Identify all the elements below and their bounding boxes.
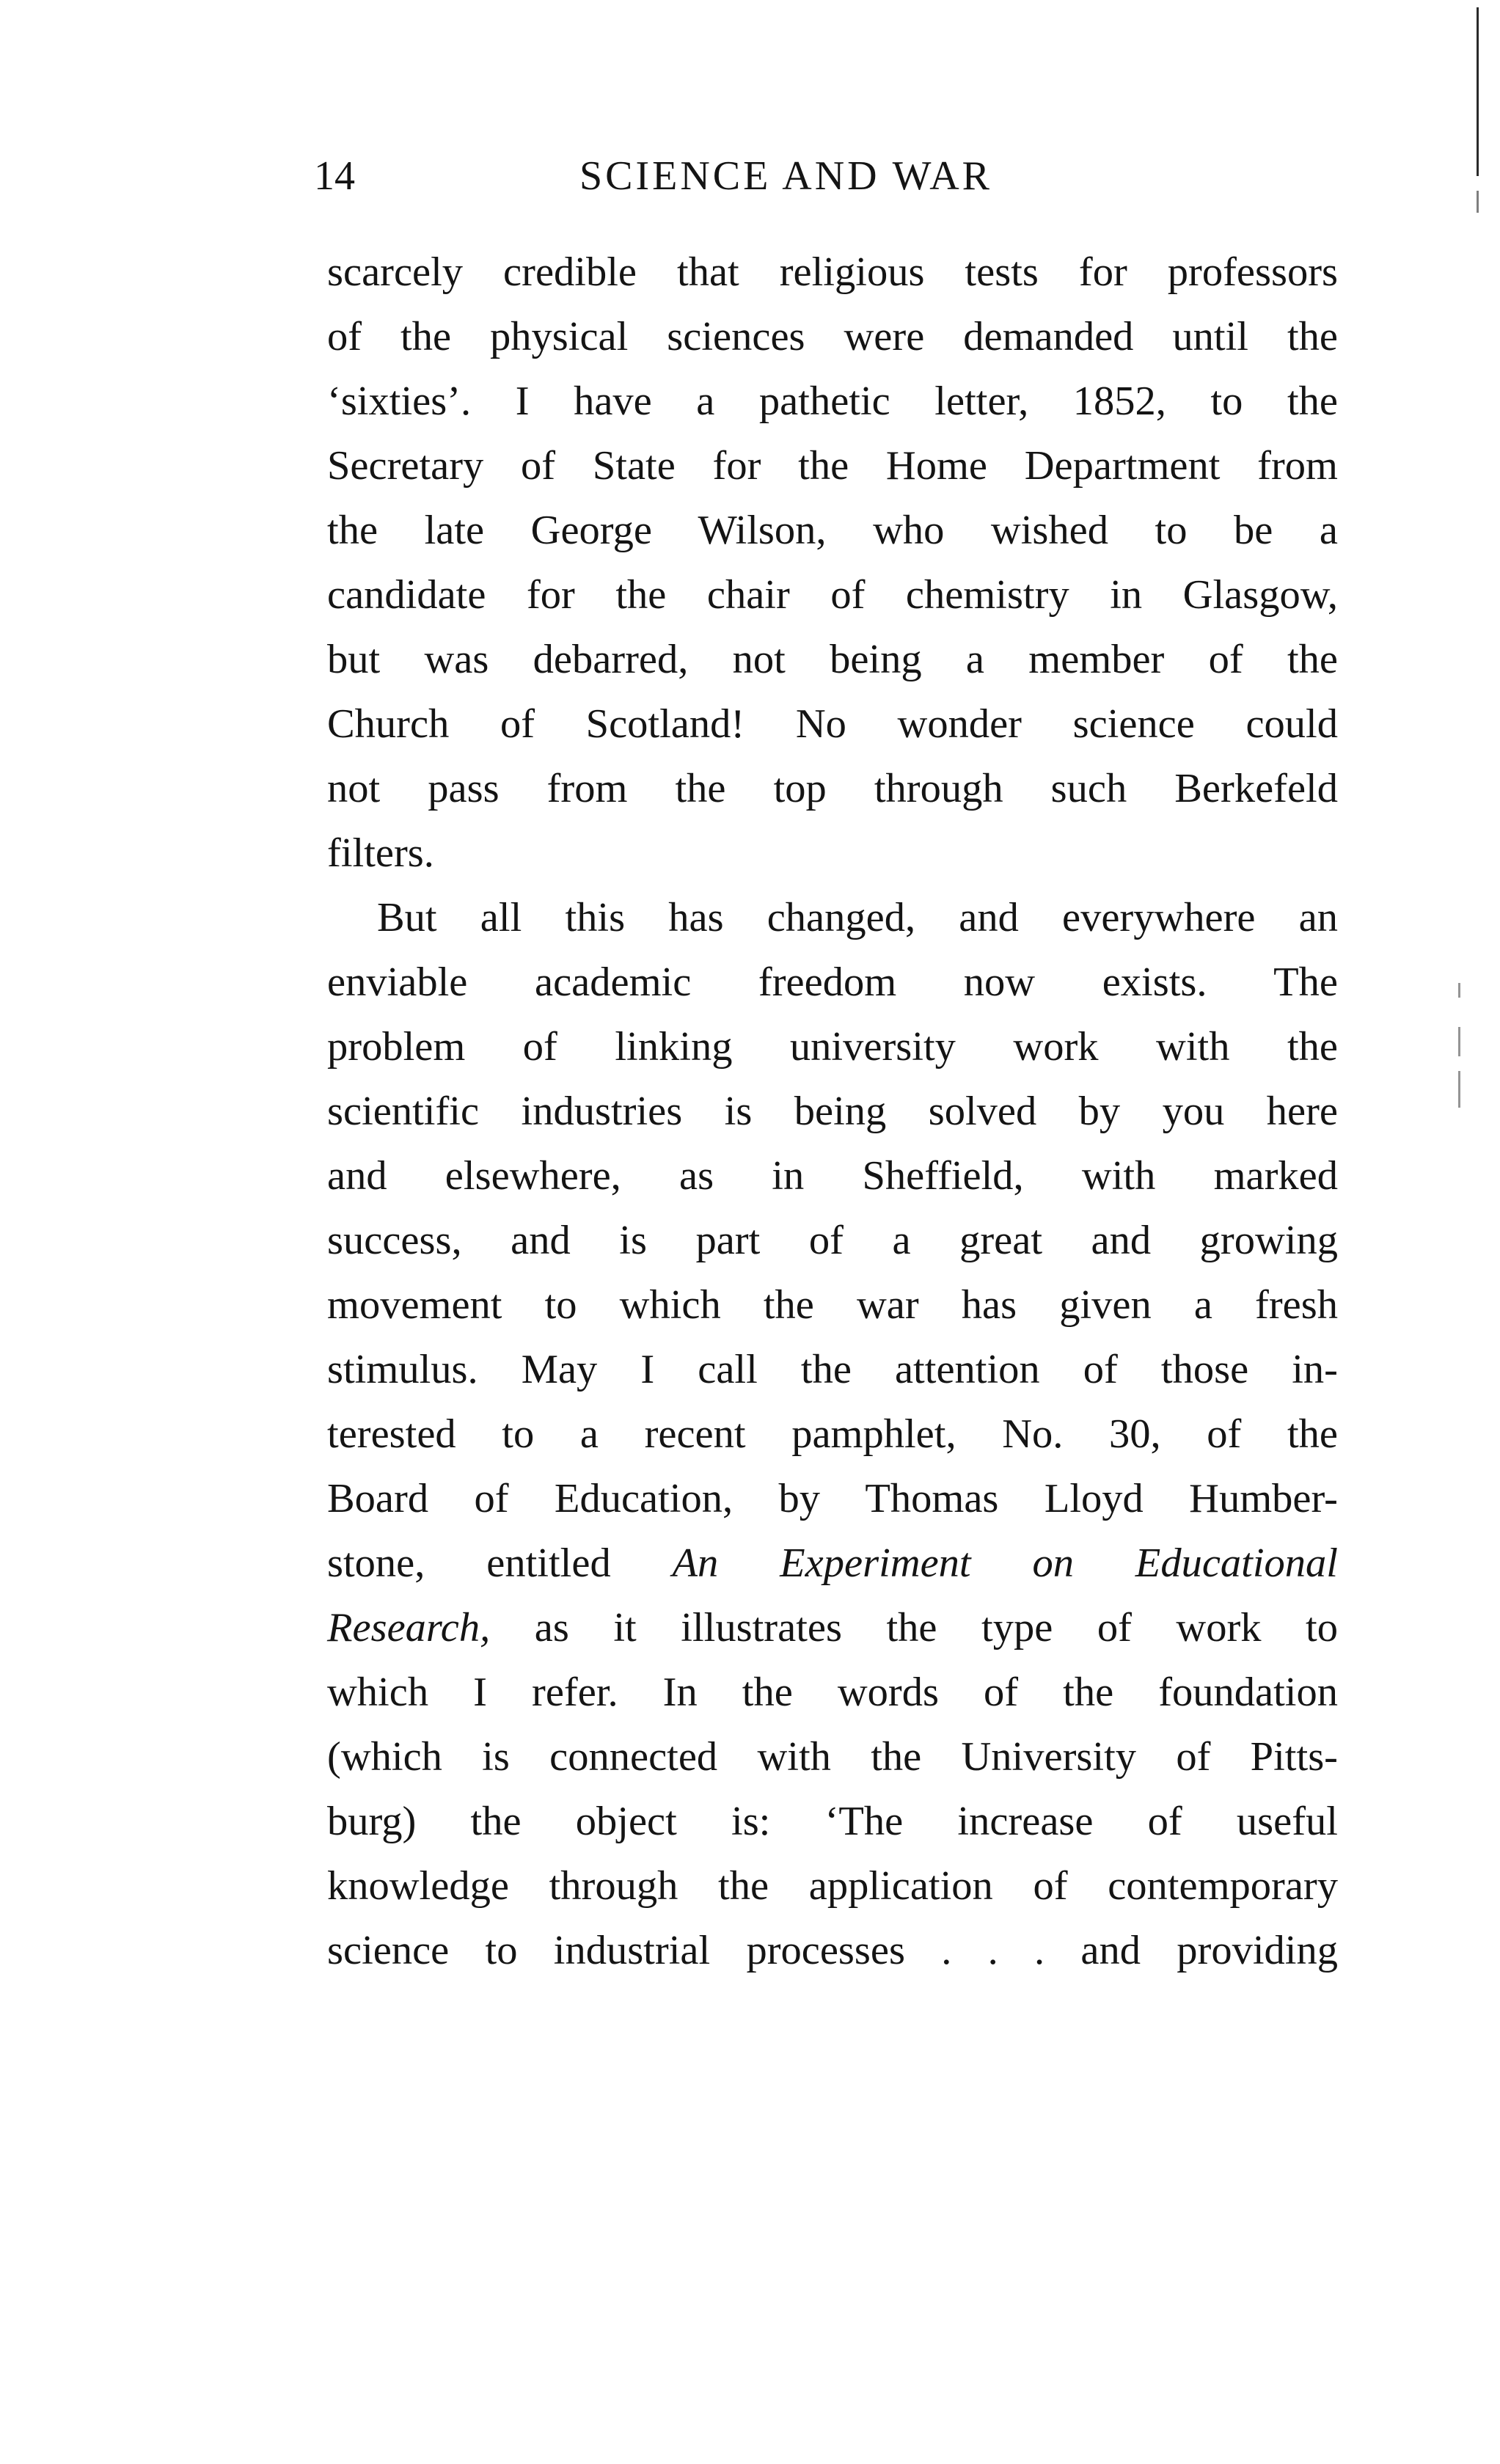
text-line: Secretary of State for the Home Department from bbox=[327, 443, 1338, 489]
text-line: of the physical sciences were demanded until the bbox=[327, 314, 1338, 359]
text-line: which I refer. In the words of the foundation bbox=[327, 1670, 1338, 1715]
text-run: stone, entitled bbox=[327, 1540, 673, 1586]
scan-edge-mark bbox=[1458, 1071, 1460, 1108]
text-line: scarcely credible that religious tests for professors bbox=[327, 249, 1338, 295]
text-line: But all this has changed, and everywhere an bbox=[377, 895, 1338, 940]
text-line: science to industrial processes . . . and providing bbox=[327, 1928, 1338, 1973]
text-line: Church of Scotland! No wonder science could bbox=[327, 701, 1338, 747]
text-line: but was debarred, not being a member of the bbox=[327, 637, 1338, 682]
text-line: ‘sixties’. I have a pathetic letter, 1852, to the bbox=[327, 379, 1338, 424]
text-line: stimulus. May I call the attention of those in- bbox=[327, 1347, 1338, 1392]
text-line: candidate for the chair of chemistry in Glasgow, bbox=[327, 572, 1338, 618]
scan-edge-mark bbox=[1477, 7, 1479, 176]
page-number: 14 bbox=[314, 153, 355, 199]
text-line: Board of Education, by Thomas Lloyd Humber- bbox=[327, 1476, 1338, 1521]
italic-title: An Experiment on Educational bbox=[672, 1540, 1338, 1586]
text-line: knowledge through the application of contemporary bbox=[327, 1863, 1338, 1909]
running-head bbox=[314, 147, 1338, 205]
text-line: not pass from the top through such Berkefeld bbox=[327, 766, 1338, 811]
running-title: SCIENCE AND WAR bbox=[579, 153, 993, 199]
text-line: and elsewhere, as in Sheffield, with marked bbox=[327, 1153, 1338, 1199]
text-line: movement to which the war has given a fresh bbox=[327, 1282, 1338, 1328]
text-line: enviable academic freedom now exists. The bbox=[327, 959, 1338, 1005]
text-run: as it illustrates the type of work to bbox=[490, 1605, 1338, 1650]
text-line: terested to a recent pamphlet, No. 30, of the bbox=[327, 1411, 1338, 1457]
text-line: the late George Wilson, who wished to be a bbox=[327, 508, 1338, 553]
text-line: (which is connected with the University of Pitts- bbox=[327, 1734, 1338, 1780]
text-line: problem of linking university work with the bbox=[327, 1024, 1338, 1070]
text-line: scientific industries is being solved by you here bbox=[327, 1089, 1338, 1134]
body-text bbox=[327, 240, 1338, 1983]
scan-edge-mark bbox=[1458, 1027, 1460, 1056]
text-line bbox=[327, 1595, 1338, 1660]
italic-title: Research, bbox=[327, 1605, 491, 1650]
text-line: filters. bbox=[327, 830, 434, 876]
text-line bbox=[327, 1531, 1338, 1595]
scan-edge-mark bbox=[1477, 191, 1479, 213]
scan-edge-mark bbox=[1458, 983, 1460, 998]
text-line: burg) the object is: ‘The increase of useful bbox=[327, 1799, 1338, 1844]
text-line: success, and is part of a great and growing bbox=[327, 1218, 1338, 1263]
